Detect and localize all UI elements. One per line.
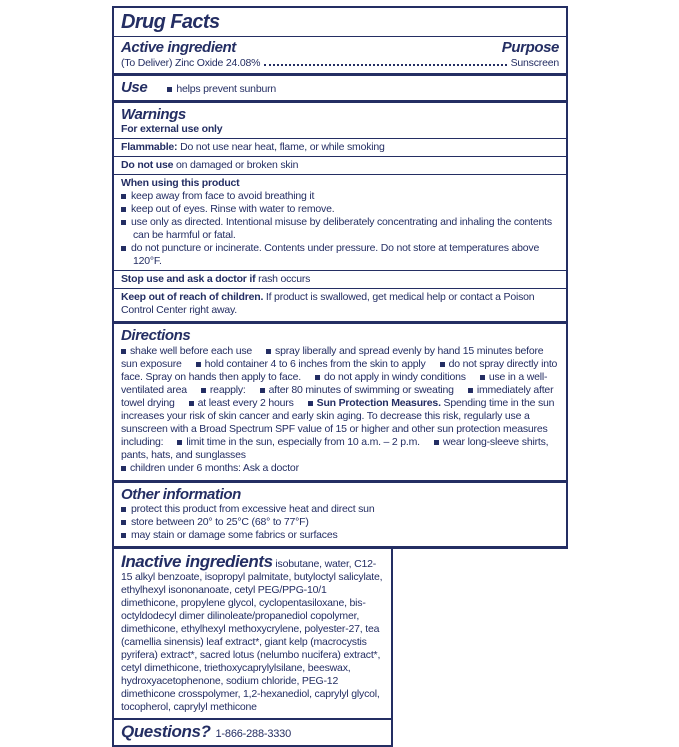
when-using-item: use only as directed. Intentional misuse by deliberately concentrating and inhaling the contents can be harmful or fatal. (121, 216, 559, 242)
do-not-use-lead: Do not use (121, 159, 174, 171)
bullet-square-icon (121, 507, 126, 512)
drug-facts-panel-bottom (112, 549, 393, 747)
external-use-line: For external use only (121, 123, 223, 135)
direction-item: after 80 minutes of swimming or sweating (260, 384, 454, 396)
warnings-heading: Warnings (121, 106, 186, 123)
other-information-items (121, 503, 559, 542)
drug-facts-panel-top (112, 6, 568, 549)
when-using-items (121, 190, 559, 268)
active-ingredient-name: (To Deliver) Zinc Oxide 24.08% (121, 57, 261, 69)
section-use (114, 76, 566, 103)
questions-phone: 1-866-288-3330 (215, 728, 291, 740)
bullet-square-icon (308, 401, 313, 406)
active-ingredient-headings (121, 39, 559, 56)
directions-heading: Directions (121, 327, 191, 344)
bullet-square-icon (315, 375, 320, 380)
stop-use-text: rash occurs (255, 273, 311, 285)
keep-out-text: If product is swallowed, get medical help or contact a Poison Control Center right away. (121, 291, 535, 316)
section-do-not-use (114, 157, 566, 175)
section-other-information (114, 483, 566, 546)
drug-facts-label (112, 6, 568, 747)
direction-item: immediately after towel drying (121, 384, 554, 409)
active-ingredient-row (121, 56, 559, 70)
bullet-square-icon (121, 349, 126, 354)
direction-item: do not spray directly into face. Spray on hands then apply to face. (121, 358, 558, 383)
bullet-square-icon (121, 220, 126, 225)
bullet-square-icon (121, 533, 126, 538)
direction-item: hold container 4 to 6 inches from the skin to apply (196, 358, 426, 370)
other-information-item: protect this product from excessive heat and direct sun (121, 503, 559, 516)
section-when-using (114, 175, 566, 271)
direction-item: Sun Protection Measures. Spending time in the sun increases your risk of skin cancer and early skin aging. To decrease this risk, regularly use a sunscreen with a Broad Spectrum SPF value of 15 or higher and other sun protection measures including: (121, 397, 555, 448)
stop-use-lead: Stop use and ask a doctor if (121, 273, 256, 285)
questions-heading: Questions? (121, 722, 211, 741)
section-stop-use (114, 271, 566, 289)
bullet-square-icon (434, 440, 439, 445)
do-not-use-text: on damaged or broken skin (173, 159, 299, 171)
directions-items (121, 345, 559, 475)
bullet-square-icon (167, 87, 172, 92)
section-warnings-head (114, 103, 566, 139)
when-using-item: keep out of eyes. Rinse with water to remove. (121, 203, 559, 216)
bullet-square-icon (266, 349, 271, 354)
other-information-item: may stain or damage some fabrics or surfaces (121, 529, 559, 542)
direction-item: limit time in the sun, especially from 10 a.m. – 2 p.m. (177, 436, 420, 448)
bullet-square-icon (440, 362, 445, 367)
bullet-square-icon (121, 194, 126, 199)
use-items (167, 83, 290, 95)
section-title (114, 8, 566, 37)
direction-item: do not apply in windy conditions (315, 371, 466, 383)
direction-item: at least every 2 hours (189, 397, 294, 409)
bullet-square-icon (201, 388, 206, 393)
direction-item: shake well before each use (121, 345, 252, 357)
section-keep-out (114, 289, 566, 324)
bullet-square-icon (480, 375, 485, 380)
flammable-lead: Flammable: (121, 141, 178, 153)
direction-item: spray liberally and spread evenly by hand 15 minutes before sun exposure (121, 345, 544, 370)
bullet-square-icon (121, 246, 126, 251)
drug-facts-title: Drug Facts (121, 11, 220, 33)
direction-item: use in a well-ventilated area (121, 371, 548, 396)
section-directions (114, 324, 566, 483)
keep-out-lead: Keep out of reach of children. (121, 291, 264, 303)
section-questions (114, 720, 391, 745)
when-using-item: do not puncture or incinerate. Contents under pressure. Do not store at temperatures above 120°F. (121, 242, 559, 268)
purpose-heading: Purpose (501, 39, 559, 56)
direction-item: wear long-sleeve shirts, pants, hats, and sunglasses (121, 436, 549, 461)
section-active-ingredient (114, 37, 566, 76)
direction-item-bold-lead: Sun Protection Measures. (316, 397, 444, 409)
section-flammable (114, 139, 566, 157)
direction-item: reapply: (201, 384, 246, 396)
bullet-square-icon (196, 362, 201, 367)
other-information-heading: Other information (121, 486, 241, 503)
active-ingredient-heading: Active ingredient (121, 39, 236, 56)
use-item: helps prevent sunburn (167, 83, 276, 95)
bullet-square-icon (121, 466, 126, 471)
when-using-item: keep away from face to avoid breathing it (121, 190, 559, 203)
bullet-square-icon (177, 440, 182, 445)
section-inactive-ingredients (114, 549, 391, 720)
when-using-heading: When using this product (121, 177, 240, 189)
bullet-square-icon (121, 520, 126, 525)
flammable-text: Do not use near heat, flame, or while smoking (177, 141, 385, 153)
bullet-square-icon (260, 388, 265, 393)
bullet-square-icon (468, 388, 473, 393)
other-information-item: store between 20° to 25°C (68° to 77°F) (121, 516, 559, 529)
dotted-leader (264, 56, 506, 66)
use-heading: Use (121, 79, 148, 96)
direction-item: children under 6 months: Ask a doctor (121, 462, 299, 474)
bullet-square-icon (189, 401, 194, 406)
purpose-value: Sunscreen (510, 57, 559, 69)
inactive-ingredients-heading: Inactive ingredients (121, 552, 273, 571)
inactive-ingredients-text: isobutane, water, C12-15 alkyl benzoate, isopropyl palmitate, butyloctyl salicylate, ethylhexyl isononanoate, cetyl PEG/PPG-10/1 dimethicone, propylene glycol, cyclopentasiloxane, bis-octyldodecyl dimer dilinoleate/propanediol copolymer, dimethicone, ethylhexyl methoxycrylene, polyester-27, tea (camellia sinensis) leaf extract*, giant kelp (macrocystis pyrifera) extract*, sacred lotus (nelumbo nucifera) extract*, cetyl dimethicone, triethoxycaprylylsilane, beeswax, hydroxyacetophenone, sodium chloride, PEG-12 dimethicone crosspolymer, 1,2-hexanediol, caprylyl glycol, tocopherol, caprylyl methicone (121, 558, 383, 713)
bullet-square-icon (121, 207, 126, 212)
